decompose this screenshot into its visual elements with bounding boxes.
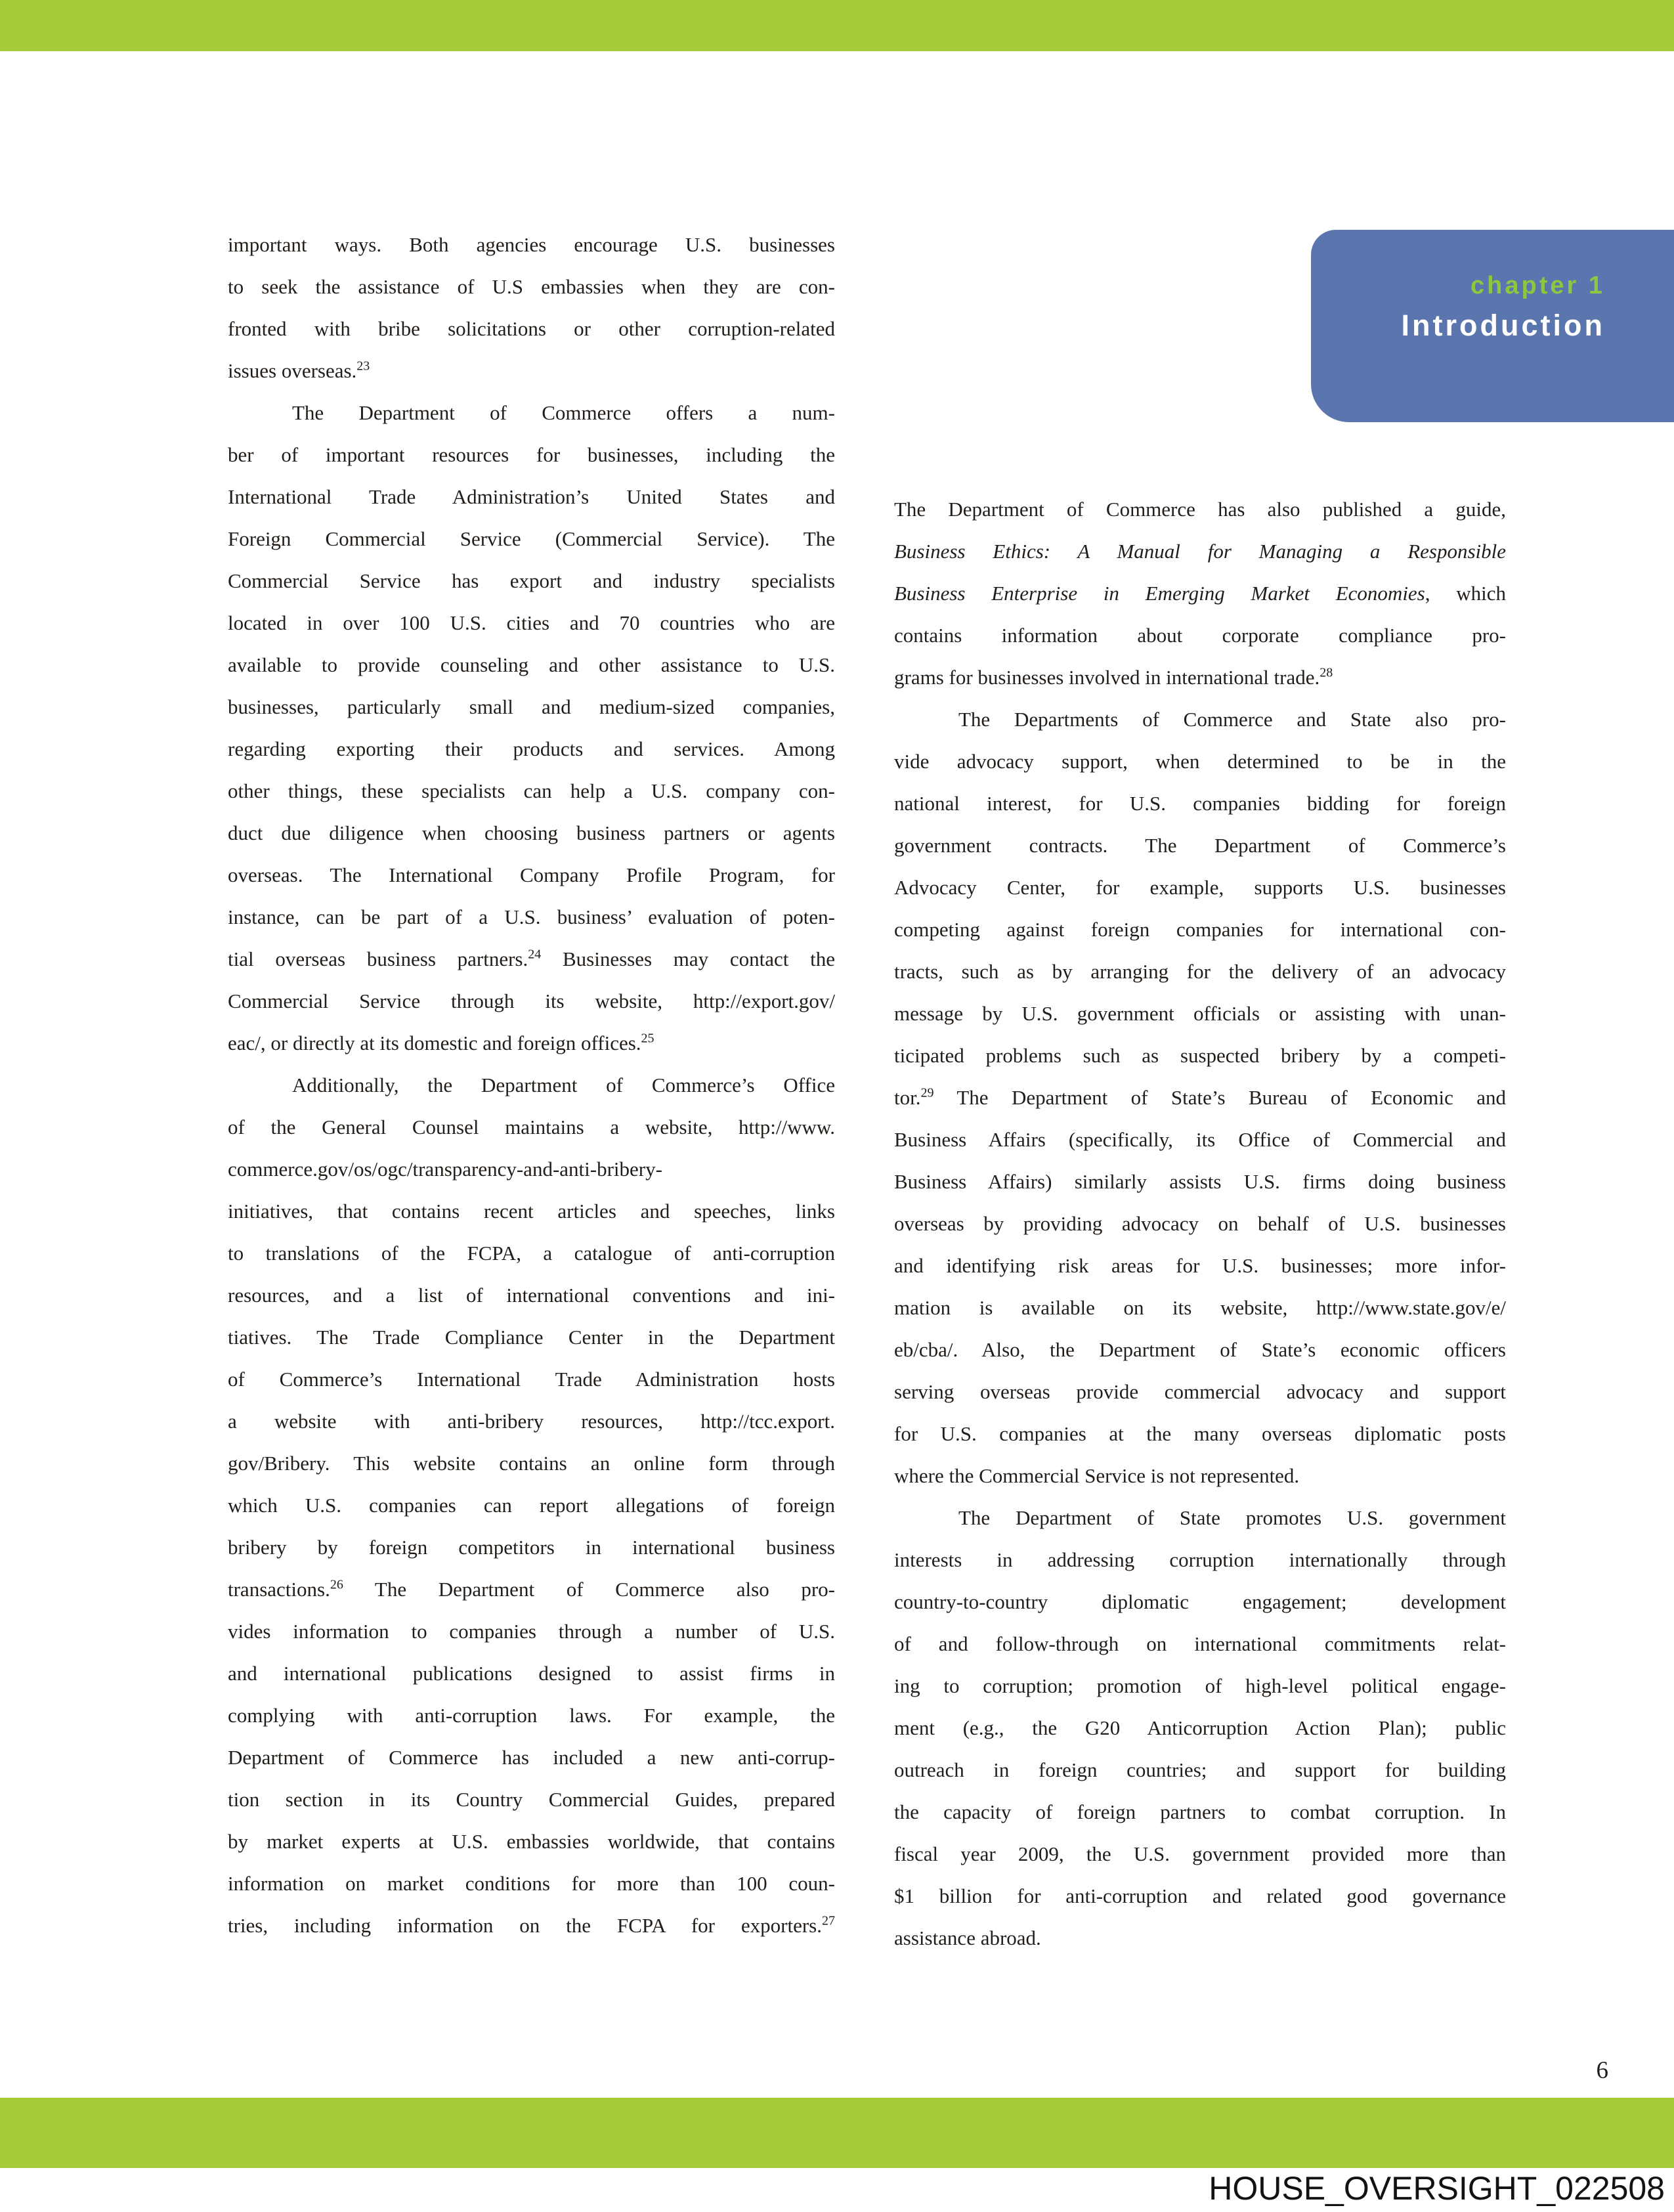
text-line: where the Commercial Service is not represented.: [894, 1464, 1300, 1487]
text-line: a website with anti-bribery resources, http://tcc.export.: [228, 1410, 835, 1433]
text-line: tor.$^{29}$ The Department of State’s Bureau of Economic and: [894, 1085, 1506, 1109]
text-line: Business Ethics: A Manual for Managing a Responsible: [894, 540, 1506, 563]
text-line: competing against foreign companies for international con-: [894, 918, 1506, 941]
text-line: to seek the assistance of U.S embassies when they are con-: [228, 275, 835, 298]
chapter-tab: [1311, 230, 1674, 422]
right-text-column: [894, 488, 1506, 1959]
text-line: issues overseas.$^{23}$: [228, 358, 370, 382]
text-line: national interest, for U.S. companies bidding for foreign: [894, 792, 1506, 815]
text-line: The Departments of Commerce and State also pro-: [958, 708, 1506, 731]
text-line: transactions.$^{26}$ The Department of Commerce also pro-: [228, 1577, 835, 1601]
text-line: of and follow-through on international commitments relat-: [894, 1632, 1506, 1655]
text-line: eb/cba/. Also, the Department of State’s economic officers: [894, 1338, 1506, 1361]
text-line: ticipated problems such as suspected bribery by a competi-: [894, 1044, 1506, 1067]
text-line: government contracts. The Department of Commerce’s: [894, 834, 1506, 857]
text-line: located in over 100 U.S. cities and 70 countries who are: [228, 611, 835, 634]
text-line: fiscal year 2009, the U.S. government provided more than: [894, 1842, 1506, 1865]
text-line: tial overseas business partners.$^{24}$ Businesses may contact the: [228, 947, 835, 970]
text-line: important ways. Both agencies encourage U.S. businesses: [228, 233, 835, 256]
text-line: gov/Bribery. This website contains an online form through: [228, 1452, 835, 1475]
text-line: Business Affairs) similarly assists U.S. firms doing business: [894, 1170, 1506, 1193]
text-line: vides information to companies through a number of U.S.: [228, 1620, 835, 1643]
text-line: interests in addressing corruption internationally through: [894, 1548, 1506, 1571]
text-line: tion section in its Country Commercial Guides, prepared: [228, 1788, 835, 1811]
text-line: and international publications designed to assist firms in: [228, 1662, 835, 1685]
text-line: tracts, such as by arranging for the delivery of an advocacy: [894, 960, 1506, 983]
page-number: 6: [1596, 2057, 1608, 2084]
text-line: Advocacy Center, for example, supports U.S. businesses: [894, 876, 1506, 899]
text-line: resources, and a list of international conventions and ini-: [228, 1284, 835, 1307]
text-line: instance, can be part of a U.S. business’ evaluation of poten-: [228, 905, 835, 928]
text-line: mation is available on its website, http://www.state.gov/e/: [894, 1296, 1506, 1319]
text-line: assistance abroad.: [894, 1926, 1041, 1949]
text-line: the capacity of foreign partners to combat corruption. In: [894, 1800, 1506, 1823]
text-line: which U.S. companies can report allegations of foreign: [228, 1494, 835, 1517]
top-green-bar: [0, 0, 1674, 51]
text-line: Department of Commerce has included a new anti-corrup-: [228, 1746, 835, 1769]
text-line: $1 billion for anti-corruption and related good governance: [894, 1884, 1506, 1907]
text-line: Additionally, the Department of Commerce’s Office: [292, 1073, 835, 1096]
text-line: regarding exporting their products and services. Among: [228, 737, 835, 760]
text-line: The Department of Commerce offers a num-: [292, 401, 835, 424]
text-line: outreach in foreign countries; and support for building: [894, 1758, 1506, 1781]
text-line: overseas by providing advocacy on behalf of U.S. businesses: [894, 1212, 1506, 1235]
text-line: information on market conditions for more than 100 coun-: [228, 1872, 835, 1895]
text-line: of Commerce’s International Trade Administration hosts: [228, 1368, 835, 1391]
text-line: Foreign Commercial Service (Commercial Service). The: [228, 527, 835, 550]
text-line: tries, including information on the FCPA for exporters.$^{27}$: [228, 1913, 835, 1937]
chapter-title: Introduction: [1401, 309, 1605, 342]
text-line: The Department of State promotes U.S. government: [958, 1506, 1506, 1529]
text-line: and identifying risk areas for U.S. businesses; more infor-: [894, 1254, 1506, 1277]
text-line: to translations of the FCPA, a catalogue of anti-corruption: [228, 1242, 835, 1265]
bottom-green-bar: [0, 2098, 1674, 2168]
text-line: serving overseas provide commercial advocacy and support: [894, 1380, 1506, 1403]
text-line: overseas. The International Company Profile Program, for: [228, 863, 835, 886]
left-text-column: [228, 224, 835, 1947]
text-line: fronted with bribe solicitations or other corruption-related: [228, 317, 835, 340]
chapter-kicker: chapter 1: [1470, 272, 1605, 299]
text-line: available to provide counseling and other assistance to U.S.: [228, 653, 835, 676]
text-line: message by U.S. government officials or assisting with unan-: [894, 1002, 1506, 1025]
text-line: eac/, or directly at its domestic and foreign offices.$^{25}$: [228, 1031, 655, 1054]
text-line: Business Affairs (specifically, its Office of Commercial and: [894, 1128, 1506, 1151]
text-line: contains information about corporate compliance pro-: [894, 624, 1506, 647]
text-line: The Department of Commerce has also published a guide,: [894, 498, 1506, 521]
bates-stamp: HOUSE_OVERSIGHT_022508: [1209, 2170, 1665, 2207]
text-line: tiatives. The Trade Compliance Center in the Department: [228, 1326, 835, 1349]
text-line: ment (e.g., the G20 Anticorruption Action Plan); public: [894, 1716, 1506, 1739]
text-line: ber of important resources for businesses, including the: [228, 443, 835, 466]
text-line: Commercial Service has export and industry specialists: [228, 569, 835, 592]
text-line: other things, these specialists can help a U.S. company con-: [228, 779, 835, 802]
text-line: complying with anti-corruption laws. For example, the: [228, 1704, 835, 1727]
text-line: businesses, particularly small and medium-sized companies,: [228, 695, 835, 718]
text-line: for U.S. companies at the many overseas diplomatic posts: [894, 1422, 1506, 1445]
text-line: Business Enterprise in Emerging Market Economies, which: [894, 582, 1506, 605]
text-line: vide advocacy support, when determined to be in the: [894, 750, 1506, 773]
text-line: grams for businesses involved in international trade.$^{28}$: [894, 665, 1333, 689]
text-line: bribery by foreign competitors in international business: [228, 1536, 835, 1559]
text-line: of the General Counsel maintains a website, http://www.: [228, 1116, 835, 1139]
text-line: by market experts at U.S. embassies worldwide, that contains: [228, 1830, 835, 1853]
text-line: initiatives, that contains recent articles and speeches, links: [228, 1200, 835, 1223]
text-line: Commercial Service through its website, http://export.gov/: [228, 989, 835, 1012]
text-line: country-to-country diplomatic engagement; development: [894, 1590, 1506, 1613]
text-line: ing to corruption; promotion of high-level political engage-: [894, 1674, 1506, 1697]
text-line: duct due diligence when choosing business partners or agents: [228, 821, 835, 844]
text-line: commerce.gov/os/ogc/transparency-and-anti-bribery-: [228, 1158, 662, 1181]
text-line: International Trade Administration’s United States and: [228, 485, 835, 508]
